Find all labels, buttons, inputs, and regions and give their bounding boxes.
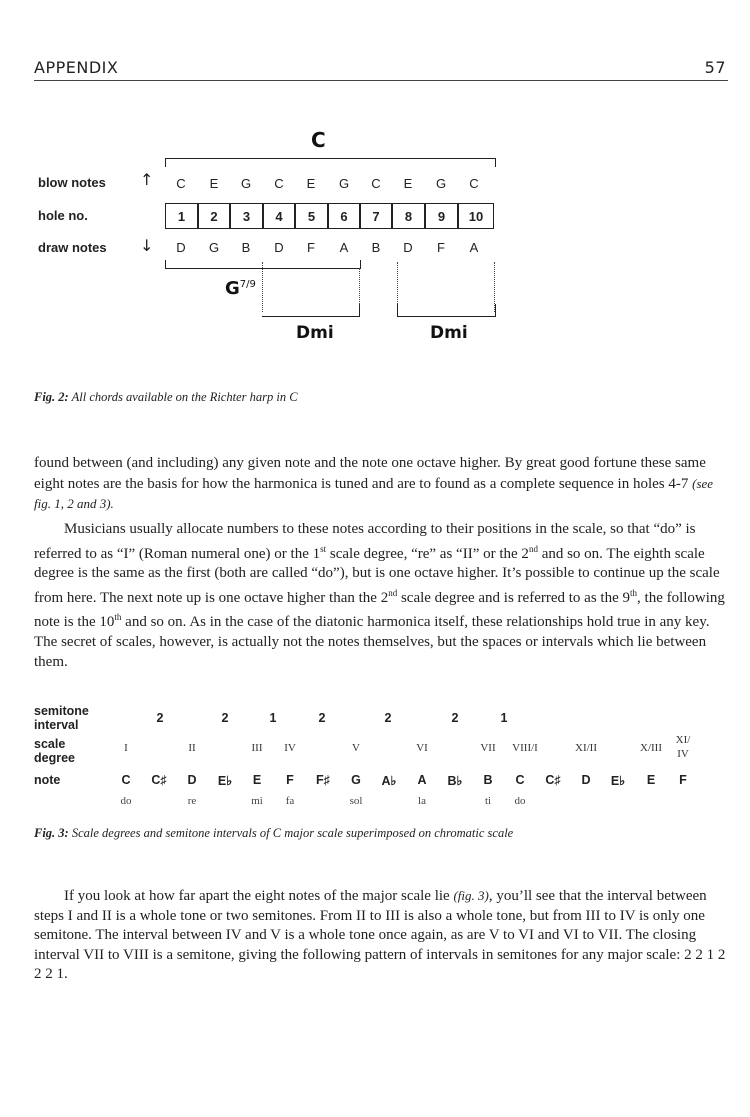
chord-dmi-1-label: Dmi — [296, 323, 334, 343]
solfege-syllable: do — [514, 795, 526, 807]
semitone-value: 2 — [384, 711, 392, 725]
paragraph-2 — [34, 520, 726, 672]
fig2-caption — [34, 390, 298, 405]
chromatic-note: E♭ — [217, 774, 233, 788]
arrow-down-icon: ↓ — [140, 236, 154, 255]
label-line: semitone — [34, 704, 89, 718]
scale-degree-value: VII — [480, 742, 496, 754]
chord-g79-label — [225, 278, 256, 299]
fig3-caption-text: Scale degrees and semitone intervals of C major scale superimposed on chromatic scale — [68, 826, 514, 840]
blow-note: E — [403, 176, 413, 191]
paragraph-3-ref: (fig. 3) — [453, 888, 489, 903]
chromatic-note: D — [187, 773, 197, 787]
semitone-value: 2 — [451, 711, 459, 725]
blow-note: C — [469, 176, 479, 191]
label-line: scale — [34, 737, 66, 751]
label-line: interval — [34, 718, 79, 732]
paragraph-2-text-a: Musicians usually allocate numbers to these notes according to their positions in the scale, so that “do” is referred to as “I” (Roman numeral one) or the 1 — [34, 521, 696, 562]
draw-note: B — [371, 240, 381, 255]
superscript: th — [114, 612, 122, 623]
paragraph-1-ref: (see fig. 1, 2 and 3). — [34, 475, 714, 512]
solfege-syllable: ti — [484, 795, 492, 807]
arrow-up-icon: ↑ — [140, 170, 154, 189]
chromatic-note: G — [351, 773, 361, 787]
scale-degree-value: XI/II — [575, 742, 597, 754]
semitone-value: 1 — [500, 711, 508, 725]
label-line: degree — [34, 751, 75, 765]
blow-note: C — [274, 176, 284, 191]
superscript: nd — [528, 543, 538, 554]
chromatic-note: C — [121, 773, 131, 787]
hole-cell: 10 — [458, 203, 494, 229]
draw-note: A — [469, 240, 479, 255]
scale-degree-value: II — [188, 742, 196, 754]
hole-cell: 4 — [263, 203, 295, 229]
scale-degree-label — [34, 737, 75, 765]
draw-note: D — [176, 240, 186, 255]
chromatic-note: E — [646, 773, 656, 787]
hole-cell: 2 — [198, 203, 230, 229]
hole-cell: 5 — [295, 203, 328, 229]
chromatic-note: E♭ — [610, 774, 626, 788]
solfege-syllable: do — [120, 795, 132, 807]
chord-g79-ext: 7/9 — [239, 279, 256, 290]
chromatic-note: E — [252, 773, 262, 787]
chord-dmi-2-label: Dmi — [430, 323, 468, 343]
paragraph-1 — [34, 454, 726, 515]
bracket-dmi-1-dotted-right — [359, 268, 360, 306]
superscript: st — [320, 543, 327, 554]
paragraph-1-text: found between (and including) any given note and the note one octave higher. By great good fortune these same eight notes are the basis for how the harmonica is tuned and are to found as a complete sequence in holes 4-7 — [34, 455, 706, 492]
draw-note: F — [437, 240, 445, 255]
solfege-syllable: re — [187, 795, 197, 807]
scale-degree-value: III — [251, 742, 263, 754]
semitone-value: 2 — [221, 711, 229, 725]
paragraph-2-text-c: and so on. The eighth scale degree is the same as the first (both are called “do”), but is one octave higher. It’s possible to continue up the scale from here. The next note up is one octave higher than the 2 — [34, 545, 720, 606]
draw-note: F — [307, 240, 315, 255]
draw-notes-label: draw notes — [38, 240, 107, 255]
header-rule — [34, 80, 728, 81]
bracket-dmi-2 — [397, 304, 496, 317]
section-title: APPENDIX — [34, 58, 119, 77]
draw-note: D — [403, 240, 413, 255]
draw-note: G — [208, 240, 220, 255]
semitone-value: 2 — [318, 711, 326, 725]
hole-cell: 1 — [165, 203, 198, 229]
blow-note: C — [371, 176, 381, 191]
superscript: th — [630, 587, 638, 598]
paragraph-3 — [34, 886, 726, 985]
blow-note: E — [306, 176, 316, 191]
paragraph-3-text-b: , you’ll see that the interval between steps I and II is a whole tone or two semitones. From II to III is also a whole tone, but from III to IV is only one semitone. The interval between IV and V is a whole tone once again, as are V to VI and VI to VII. The closing interval VII to VIII is a semitone, giving the following pattern of intervals in semitones for any major scale: 2 2 1 2 2 2 1. — [34, 888, 726, 983]
paragraph-2-text-d: scale degree and is referred to as the 9 — [397, 589, 631, 606]
scale-degree-value: IV — [284, 742, 296, 754]
chromatic-note: B — [483, 773, 493, 787]
draw-note: D — [274, 240, 284, 255]
hole-cell: 6 — [328, 203, 360, 229]
hole-cell: 8 — [392, 203, 425, 229]
hole-cell: 9 — [425, 203, 458, 229]
paragraph-2-text-e: , the following note is the 10 — [34, 589, 725, 631]
solfege-syllable: sol — [349, 795, 363, 807]
solfege-syllable: mi — [251, 795, 263, 807]
semitone-value: 1 — [269, 711, 277, 725]
chromatic-note: F — [679, 773, 687, 787]
hole-cell: 7 — [360, 203, 392, 229]
blow-note: E — [209, 176, 219, 191]
chord-c-label: C — [311, 128, 326, 152]
scale-degree-value: V — [352, 742, 360, 754]
chromatic-note: C♯ — [151, 773, 167, 787]
blow-note: G — [240, 176, 252, 191]
scale-degree-value: I — [124, 742, 128, 754]
blow-note: G — [338, 176, 350, 191]
superscript: nd — [388, 587, 398, 598]
scale-degree-value: VIII/I — [512, 742, 538, 754]
paragraph-3-text-a: If you look at how far apart the eight notes of the major scale lie — [64, 888, 454, 904]
draw-note: A — [339, 240, 349, 255]
chromatic-note: F♯ — [316, 773, 330, 787]
draw-note: B — [241, 240, 251, 255]
semitone-interval-label — [34, 704, 89, 732]
scale-degree-value: XI/ — [675, 734, 691, 746]
fig2-caption-text: All chords available on the Richter harp in C — [68, 390, 298, 404]
blow-note: C — [176, 176, 186, 191]
note-label: note — [34, 773, 61, 787]
paragraph-2-text-b: scale degree, “re” as “II” or the 2 — [326, 545, 529, 562]
fig3-caption — [34, 826, 513, 841]
hole-number-label: hole no. — [38, 208, 88, 223]
scale-degree-value: IV — [677, 748, 689, 760]
semitone-value: 2 — [156, 711, 164, 725]
solfege-syllable: fa — [285, 795, 295, 807]
paragraph-2-text-f: and so on. As in the case of the diatonic harmonica itself, these relationships hold true in any key. The secret of scales, however, is actually not the notes themselves, but the spaces or intervals which lie between them. — [34, 614, 710, 670]
blow-notes-label: blow notes — [38, 175, 106, 190]
chromatic-note: B♭ — [447, 774, 463, 788]
chord-g79-root: G — [225, 278, 240, 299]
chromatic-note: C♯ — [545, 773, 561, 787]
fig2-caption-label: Fig. 2: — [34, 390, 69, 404]
bracket-top — [165, 158, 496, 167]
page-number: 57 — [704, 58, 726, 77]
fig3-caption-label: Fig. 3: — [34, 826, 69, 840]
hole-cell: 3 — [230, 203, 263, 229]
blow-note: G — [435, 176, 447, 191]
chromatic-note: D — [581, 773, 591, 787]
chromatic-note: A — [417, 773, 427, 787]
bracket-dmi-1 — [262, 304, 360, 317]
chromatic-note: F — [286, 773, 294, 787]
chromatic-note: A♭ — [381, 774, 397, 788]
scale-degree-value: X/III — [640, 742, 662, 754]
bracket-g79 — [165, 260, 361, 269]
chromatic-note: C — [515, 773, 525, 787]
solfege-syllable: la — [418, 795, 426, 807]
scale-degree-value: VI — [416, 742, 428, 754]
